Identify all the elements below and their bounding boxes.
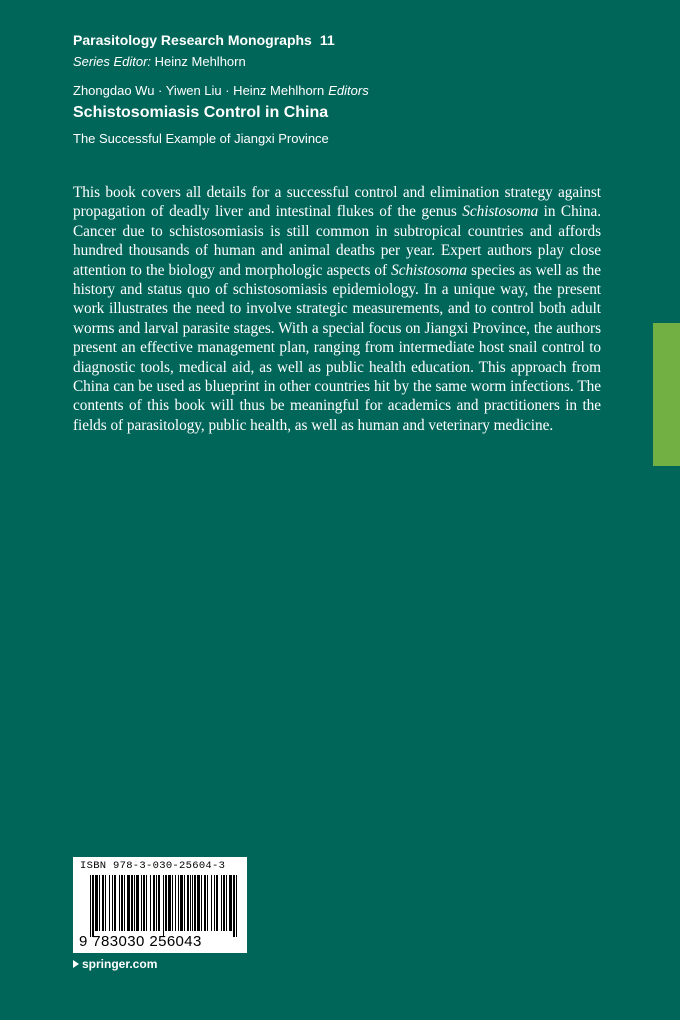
barcode-bar (99, 875, 100, 931)
barcode-bar (141, 875, 142, 931)
barcode-bar (175, 875, 176, 931)
barcode-bar (226, 875, 227, 931)
barcode-bar (223, 875, 225, 931)
barcode-bar (150, 875, 151, 931)
barcode-bar (121, 875, 123, 931)
book-authors: Zhongdao Wu · Yiwen Liu · Heinz Mehlhorn (73, 83, 325, 98)
book-subtitle: The Successful Example of Jiangxi Province (73, 131, 329, 146)
barcode-bar (143, 875, 145, 931)
barcode-bar (109, 875, 110, 931)
series-editor-line (73, 54, 246, 69)
barcode-bar (216, 875, 218, 931)
authors-line (73, 83, 369, 98)
series-editor-label: Series Editor: (73, 54, 152, 69)
barcode-bar (156, 875, 157, 931)
barcode-bar (163, 875, 164, 937)
description-italic-1: Schistosoma (462, 203, 539, 221)
barcode-bar (102, 875, 104, 931)
barcode-bar (172, 875, 173, 931)
barcode-bar (92, 875, 94, 937)
barcode-bar (146, 875, 147, 931)
barcode-bar (187, 875, 189, 931)
barcode-bar (214, 875, 215, 931)
publisher-website-text: springer.com (82, 957, 158, 971)
barcode-bar (158, 875, 160, 931)
isbn-barcode (73, 857, 247, 953)
barcode-bar (136, 875, 139, 931)
publisher-website[interactable] (73, 957, 157, 971)
barcode-bar (190, 875, 191, 931)
barcode-bar (134, 875, 135, 931)
barcode-bar (119, 875, 120, 931)
barcode-bar (105, 875, 106, 931)
barcode-bar (112, 875, 113, 931)
barcode-bar (168, 875, 171, 931)
series-name: Parasitology Research Monographs (73, 32, 312, 48)
barcode-bar (165, 875, 167, 931)
accent-color-tab (653, 323, 680, 466)
book-description (73, 183, 601, 435)
series-editor-name: Heinz Mehlhorn (154, 54, 246, 69)
barcode-bar (180, 875, 183, 931)
barcode-bar (194, 875, 196, 931)
barcode-bar (211, 875, 212, 931)
barcode-bar (114, 875, 116, 931)
isbn-label: ISBN 978-3-030-25604-3 (80, 860, 226, 872)
book-title: Schistosomiasis Control in China (73, 104, 329, 121)
barcode-bar (233, 875, 235, 937)
barcode-bar (229, 875, 232, 931)
series-title-line (73, 32, 335, 48)
barcode-bar (95, 875, 98, 931)
description-part-2: in China. Cancer due to schistosomiasis is still common in subtropical countries and affords hundred thousands of human and animal deaths per year. Expert authors play close attention to the biology and morphologic aspects of (73, 203, 601, 279)
barcode-bar (201, 875, 202, 931)
triangle-arrow-icon (73, 960, 79, 968)
barcode-bar (90, 875, 91, 937)
series-number: 11 (319, 32, 335, 48)
barcode-bar (197, 875, 200, 931)
barcode-bar (178, 875, 179, 931)
description-part-1: This book covers all details for a successful control and elimination strategy against propagation of deadly liver and intestinal flukes of the genus (73, 184, 601, 221)
barcode-bar (184, 875, 185, 931)
description-part-3: species as well as the history and status quo of schistosomiasis epidemiology. In a unique way, the present work illustrates the need to involve strategic measurements, and to control both adult worms and larval parasite stages. With a special focus on Jiangxi Province, the authors present an effective management plan, ranging from intermediate host snail control to diagnostic tools, medical aid, as well as public health education. This approach from China can be used as blueprint in other countries hit by the same worm infections. The contents of this book will thus be meaningful for academics and practitioners in the fields of parasitology, public health, as well as human and veterinary medicine. (73, 261, 601, 434)
barcode-bar (131, 875, 133, 931)
description-italic-2: Schistosoma (391, 261, 468, 279)
barcode-bar (192, 875, 193, 931)
barcode-bar (204, 875, 206, 931)
barcode-bar (124, 875, 125, 931)
barcode-bar (127, 875, 130, 931)
barcode-bar (207, 875, 208, 931)
barcode-bar (221, 875, 222, 931)
barcode-digits: 9 783030 256043 (79, 933, 202, 950)
editors-label: Editors (328, 83, 369, 98)
barcode-bar (153, 875, 155, 931)
barcode-bar (236, 875, 237, 937)
